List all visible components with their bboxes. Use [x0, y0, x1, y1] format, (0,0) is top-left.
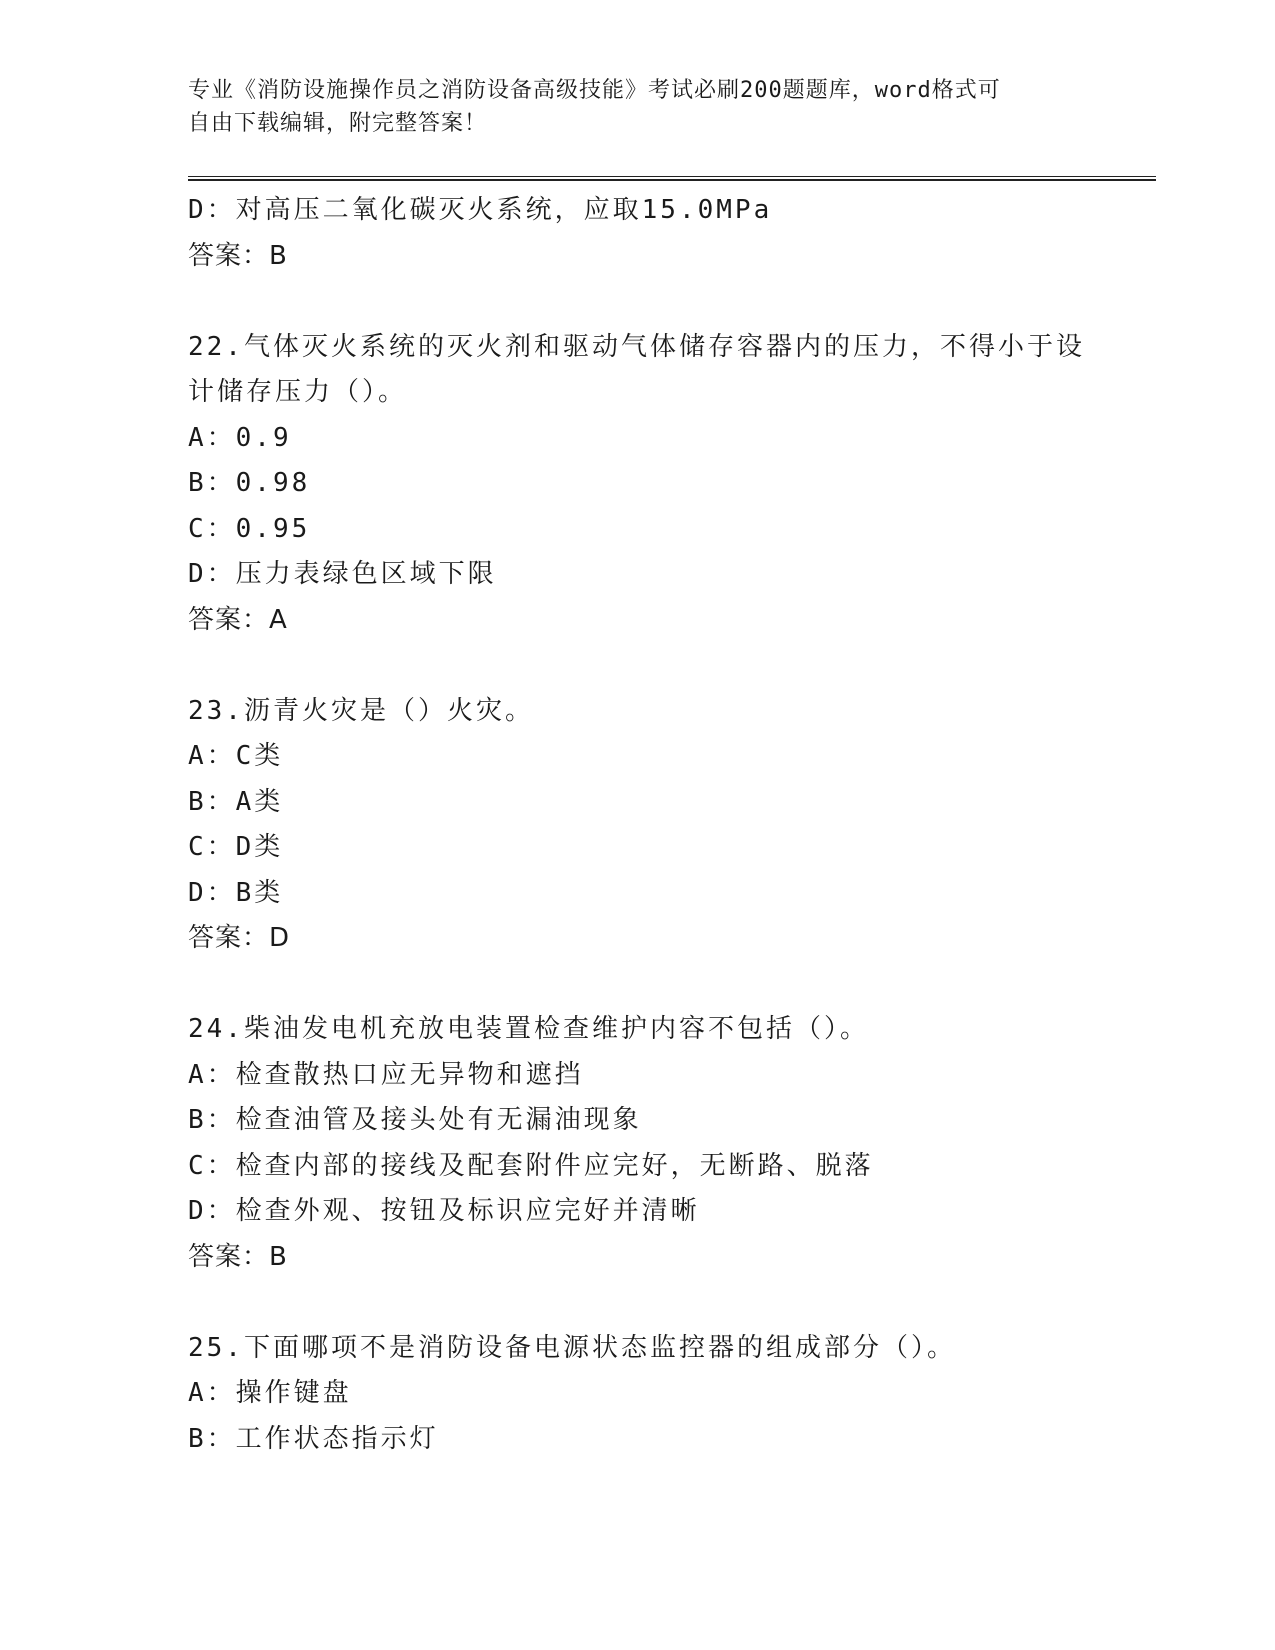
answer-line: 答案：B [188, 1241, 288, 1272]
answer-line: 答案：A [188, 604, 288, 635]
option-d: D：B类 [188, 877, 284, 908]
option-d: D：对高压二氧化碳灭火系统，应取15.0MPa [188, 195, 773, 225]
option-d: D：检查外观、按钮及标识应完好并清晰 [188, 1196, 700, 1226]
header-divider [188, 176, 1156, 181]
question-fragment [188, 188, 1088, 279]
question-stem: 24.柴油发电机充放电装置检查维护内容不包括（）。 [188, 1014, 869, 1044]
option-a: A：C类 [188, 741, 284, 771]
header-line-1: 专业《消防设施操作员之消防设备高级技能》考试必刷200题题库，word格式可 [188, 78, 1001, 103]
option-b: B：A类 [188, 786, 284, 817]
question-list [188, 188, 1088, 1462]
question-stem: 23.沥青火灾是（）火灾。 [188, 695, 534, 726]
document-header [188, 74, 1088, 140]
option-a: A：0.9 [188, 422, 292, 453]
option-d: D：压力表绿色区域下限 [188, 559, 497, 589]
option-c: C：0.95 [188, 513, 311, 544]
option-c: C：D类 [188, 832, 284, 862]
question-stem: 25.下面哪项不是消防设备电源状态监控器的组成部分（）。 [188, 1332, 956, 1363]
option-a: A：操作键盘 [188, 1378, 352, 1408]
question-25 [188, 1326, 1088, 1463]
question-23 [188, 689, 1088, 962]
question-22 [188, 325, 1088, 644]
question-stem: 22.气体灭火系统的灭火剂和驱动气体储存容器内的压力，不得小于设 [188, 331, 1085, 362]
option-a: A：检查散热口应无异物和遮挡 [188, 1059, 584, 1090]
question-24 [188, 1007, 1088, 1280]
option-b: B：检查油管及接头处有无漏油现象 [188, 1105, 642, 1135]
header-line-2: 自由下载编辑，附完整答案！ [188, 111, 488, 136]
question-stem-continued: 计储存压力（）。 [188, 377, 408, 407]
answer-line: 答案：B [188, 240, 288, 271]
answer-line: 答案：D [188, 923, 291, 953]
option-c: C：检查内部的接线及配套附件应完好，无断路、脱落 [188, 1150, 874, 1181]
option-b: B：0.98 [188, 468, 311, 498]
option-b: B：工作状态指示灯 [188, 1423, 439, 1454]
